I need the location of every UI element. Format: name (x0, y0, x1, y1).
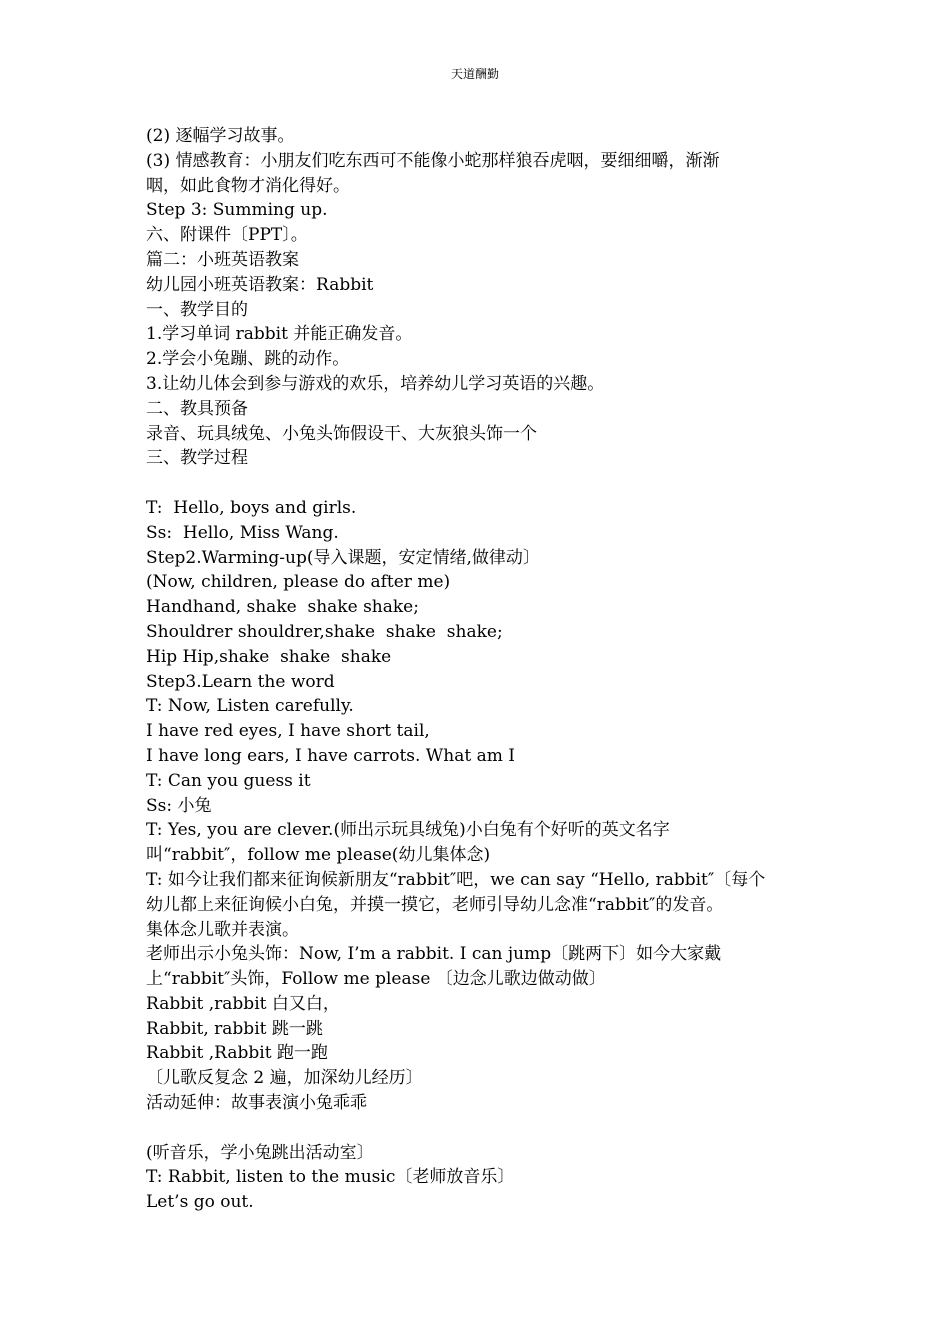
text-line: T: 如今让我们都来征询候新朋友“rabbit″吧，we can say “Hello, rabbit″〔每个 (146, 869, 766, 890)
text-line: Handhand, shake shake shake; (146, 597, 419, 618)
text-line: 〔儿歌反复念 2 遍，加深幼儿经历〕 (146, 1068, 423, 1089)
text-line: T: Yes, you are clever.(师出示玩具绒兔)小白兔有个好听的英文名字 (146, 820, 670, 841)
text-line: Ss: 小兔 (146, 795, 212, 816)
text-line: Step3.Learn the word (146, 671, 335, 692)
text-line: 六、附课件〔PPT〕。 (146, 225, 308, 246)
text-line: T: Rabbit, listen to the music〔老师放音乐〕 (146, 1167, 515, 1188)
blank-line (146, 1116, 806, 1141)
section-heading: 二、教具预备 (146, 398, 248, 419)
text-line: 老师出示小兔头饰：Now, I’m a rabbit. I can jump〔跳两下〕如今大家戴 (146, 944, 722, 965)
text-line: (听音乐，学小兔跳出活动室〕 (146, 1142, 374, 1163)
text-line: 1.学习单词 rabbit 并能正确发音。 (146, 324, 413, 345)
section-heading: 一、教学目的 (146, 299, 248, 320)
text-line: Rabbit, rabbit 跳一跳 (146, 1018, 323, 1039)
text-line: (Now, children, please do after me) (146, 572, 451, 593)
text-line: Rabbit ,rabbit 白又白， (146, 993, 340, 1014)
text-line: Let’s go out. (146, 1192, 254, 1213)
text-line: I have red eyes, I have short tail, (146, 721, 430, 742)
text-line: 上“rabbit″头饰，Follow me please 〔边念儿歌边做动做〕 (146, 969, 606, 990)
text-line: T: Now, Listen carefully. (146, 696, 354, 717)
text-line: 活动延伸：故事表演小兔乖乖 (146, 1093, 367, 1114)
text-line: 2.学会小兔蹦、跳的动作。 (146, 349, 350, 370)
text-line: T: Hello, boys and girls. (146, 497, 357, 518)
section-heading: 三、教学过程 (146, 448, 248, 469)
text-line: 录音、玩具绒兔、小兔头饰假设干、大灰狼头饰一个 (146, 423, 537, 444)
document-body (146, 124, 806, 1215)
text-line: 集体念儿歌并表演。 (146, 919, 299, 940)
section-title: 篇二：小班英语教案 (146, 249, 299, 270)
text-line: 咽，如此食物才消化得好。 (146, 175, 350, 196)
text-line: Step2.Warming-up(导入课题，安定情绪,做律动〕 (146, 547, 540, 568)
text-line: (3) 情感教育：小朋友们吃东西可不能像小蛇那样狼吞虎咽，要细细嚼，渐渐 (146, 150, 720, 171)
text-line: 3.让幼儿体会到参与游戏的欢乐，培养幼儿学习英语的兴趣。 (146, 373, 605, 394)
page-header: 天道酬勤 (450, 67, 499, 81)
text-line: Step 3: Summing up. (146, 200, 328, 221)
text-line: Shouldrer shouldrer,shake shake shake; (146, 621, 503, 642)
text-line: T: Can you guess it (146, 770, 311, 791)
text-line: Rabbit ,Rabbit 跑一跑 (146, 1043, 328, 1064)
text-line: 叫“rabbit″，follow me please(幼儿集体念) (146, 845, 491, 866)
blank-line (146, 471, 806, 496)
text-line: Ss: Hello, Miss Wang. (146, 522, 339, 543)
lesson-title: 幼儿园小班英语教案：Rabbit (146, 274, 374, 295)
text-line: I have long ears, I have carrots. What am I (146, 745, 515, 766)
text-line: (2) 逐幅学习故事。 (146, 126, 295, 146)
text-line: 幼儿都上来征询候小白兔，并摸一摸它，老师引导幼儿念准“rabbit″的发音。 (146, 894, 724, 915)
text-line: Hip Hip,shake shake shake (146, 646, 392, 667)
